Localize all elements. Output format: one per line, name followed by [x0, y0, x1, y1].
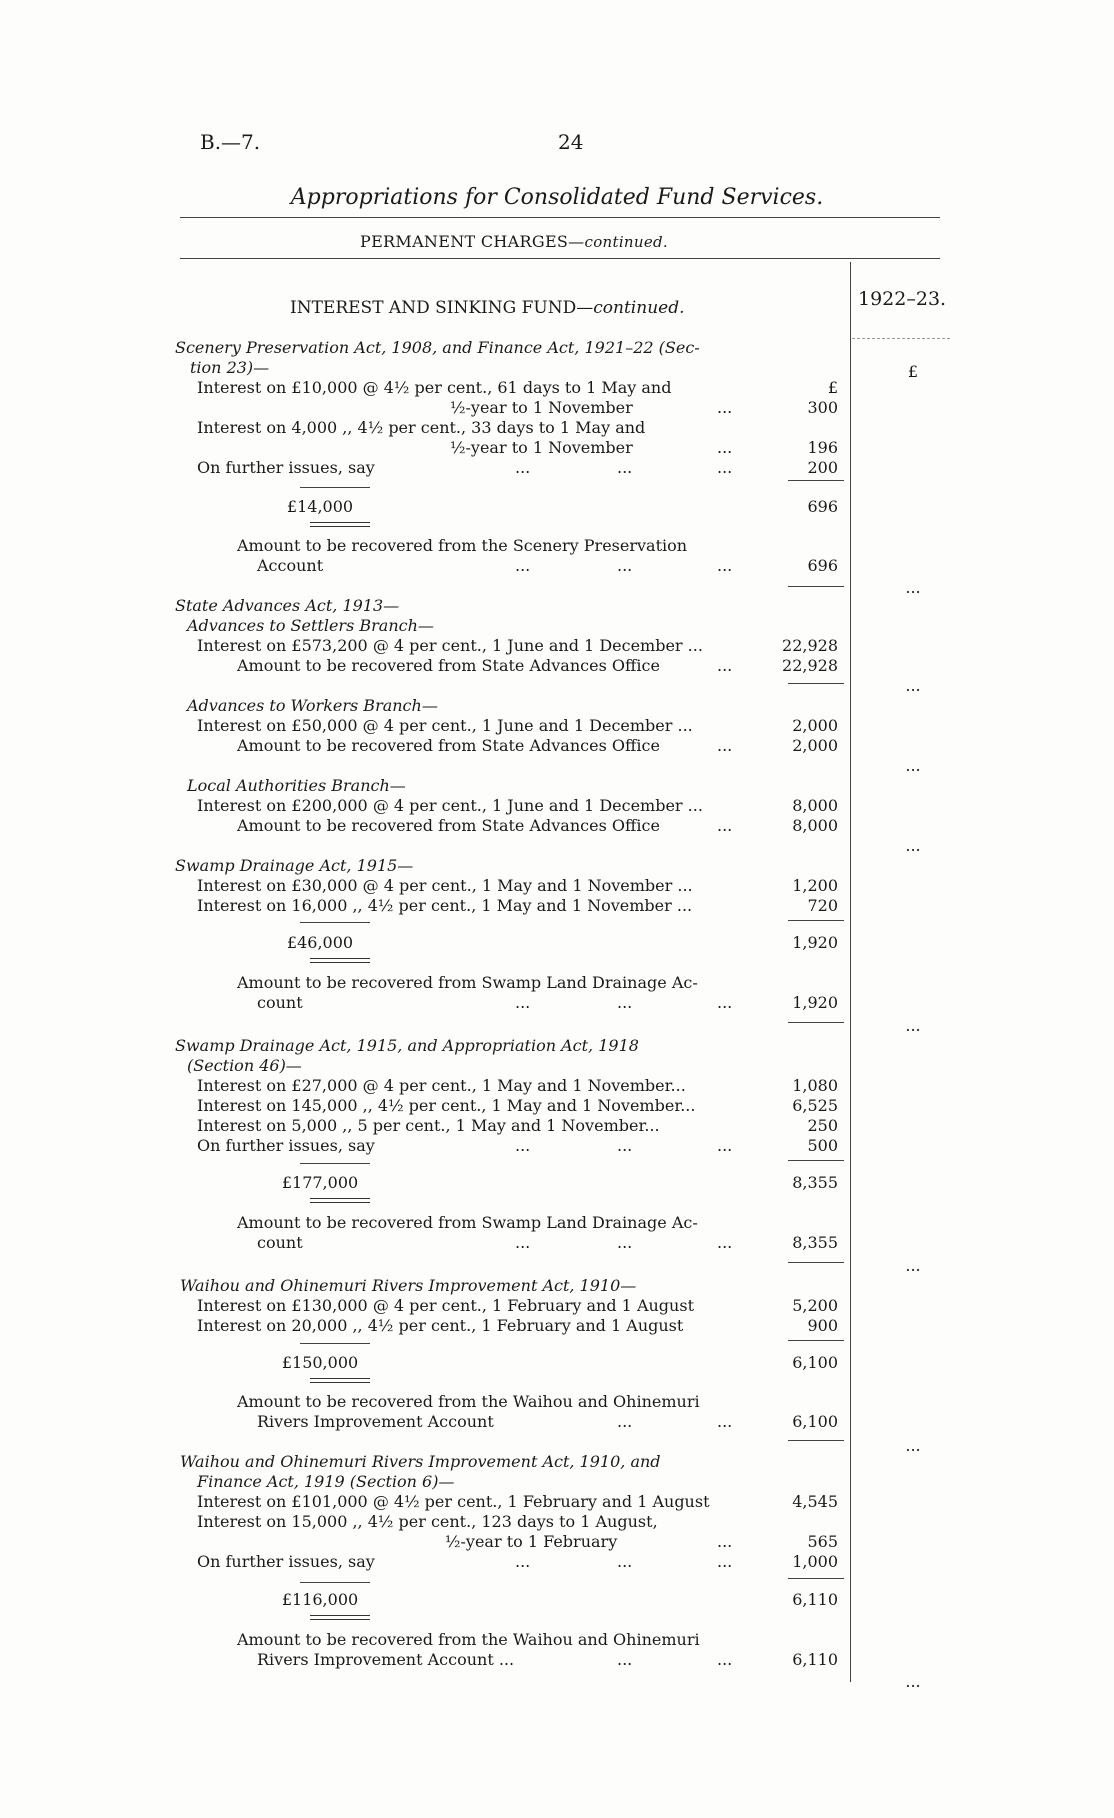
s4-line-4: On further issues, say [197, 1136, 375, 1155]
s4-line-1: Interest on £27,000 @ 4 per cent., 1 May and 1 November... [197, 1076, 686, 1095]
s6-1922-value: ... [905, 1672, 921, 1691]
s1-recovery-amount: 696 [807, 556, 838, 575]
s2-amount-2: 22,928 [782, 656, 838, 675]
leader-dots: ... [617, 458, 633, 477]
double-rule [310, 1198, 370, 1203]
s2-1922-value-3: ... [905, 836, 921, 855]
leader-dots: ... [617, 1412, 633, 1431]
s5-amount-1: 5,200 [792, 1296, 838, 1315]
leader-dots: ... [717, 736, 733, 755]
s3-total-principal: £46,000 [286, 933, 354, 952]
s2-title: State Advances Act, 1913— [175, 596, 400, 615]
double-rule [310, 522, 370, 527]
s2-amount-4: 2,000 [792, 736, 838, 755]
s4-amount-3: 250 [807, 1116, 838, 1135]
s4-amount-1: 1,080 [792, 1076, 838, 1095]
leader-dots: ... [717, 1532, 733, 1551]
s4-recovery-cont: count [257, 1233, 303, 1252]
page-number: 24 [558, 130, 584, 154]
s3-1922-value: ... [905, 1016, 921, 1035]
leader-dots: ... [515, 556, 531, 575]
s3-title: Swamp Drainage Act, 1915— [175, 856, 414, 875]
s6-recovery: Amount to be recovered from the Waihou and Ohinemuri [237, 1630, 700, 1649]
s6-line-3: ½-year to 1 February [445, 1532, 618, 1551]
s4-title: Swamp Drainage Act, 1915, and Appropriation Act, 1918 [175, 1036, 639, 1055]
s3-recovery-amount: 1,920 [792, 993, 838, 1012]
s3-amount-1: 1,200 [792, 876, 838, 895]
s6-line-2: Interest on 15,000 ,, 4½ per cent., 123 days to 1 August, [197, 1512, 658, 1531]
s1-1922-value: ... [905, 578, 921, 597]
s5-recovery: Amount to be recovered from the Waihou and Ohinemuri [237, 1392, 700, 1411]
leader-dots: ... [717, 656, 733, 675]
total-rule [300, 487, 370, 488]
s1-total-amount: 696 [807, 497, 838, 516]
leader-dots: ... [717, 398, 733, 417]
s6-total-principal: £116,000 [281, 1590, 359, 1609]
page-title: Appropriations for Consolidated Fund Services. [290, 185, 824, 210]
s1-recovery: Amount to be recovered from the Scenery Preservation [237, 536, 688, 555]
s4-line-3: Interest on 5,000 ,, 5 per cent., 1 May and 1 November... [197, 1116, 660, 1135]
s2-amount-3: 2,000 [792, 716, 838, 735]
s1-recovery-cont: Account [257, 556, 324, 575]
section-heading: INTEREST AND SINKING FUND—continued. [290, 298, 685, 318]
double-rule [310, 1378, 370, 1383]
amount-rule [788, 480, 844, 481]
s4-total-principal: £177,000 [281, 1173, 359, 1192]
s2-line-5: Interest on £200,000 @ 4 per cent., 1 June and 1 December ... [197, 796, 703, 815]
amount-rule [788, 586, 844, 587]
s1-title-cont: tion 23)— [190, 358, 270, 377]
s2-1922-value-2: ... [905, 756, 921, 775]
s5-title: Waihou and Ohinemuri Rivers Improvement Act, 1910— [180, 1276, 637, 1295]
s1-line-5: On further issues, say [197, 458, 375, 477]
s5-line-1: Interest on £130,000 @ 4 per cent., 1 February and 1 August [197, 1296, 694, 1315]
s6-total-amount: 6,110 [792, 1590, 838, 1609]
s1-total-principal: £14,000 [286, 497, 354, 516]
s2-1922-value-1: ... [905, 676, 921, 695]
amount-rule [788, 1160, 844, 1161]
leader-dots: ... [617, 1233, 633, 1252]
amount-rule [788, 1022, 844, 1023]
s4-amount-2: 6,525 [792, 1096, 838, 1115]
s1-line-2: ½-year to 1 November [450, 398, 633, 417]
leader-dots: ... [617, 1552, 633, 1571]
leader-dots: ... [717, 1552, 733, 1571]
leader-dots: ... [717, 1233, 733, 1252]
s4-recovery: Amount to be recovered from Swamp Land Drainage Ac- [237, 1213, 698, 1232]
s6-title: Waihou and Ohinemuri Rivers Improvement Act, 1910, and [180, 1452, 661, 1471]
s1-line-3: Interest on 4,000 ,, 4½ per cent., 33 days to 1 May and [197, 418, 646, 437]
leader-dots: ... [717, 993, 733, 1012]
s4-amount-4: 500 [807, 1136, 838, 1155]
s6-line-1: Interest on £101,000 @ 4½ per cent., 1 February and 1 August [197, 1492, 710, 1511]
s2-sub-workers: Advances to Workers Branch— [187, 696, 438, 715]
amount-rule [788, 920, 844, 921]
s2-line-4: Amount to be recovered from State Advances Office [237, 736, 660, 755]
s5-1922-value: ... [905, 1436, 921, 1455]
section-subtitle: PERMANENT CHARGES—continued. [360, 232, 668, 251]
leader-dots: ... [515, 1136, 531, 1155]
s6-amount-2: 565 [807, 1532, 838, 1551]
leader-dots: ... [617, 993, 633, 1012]
s5-amount-2: 900 [807, 1316, 838, 1335]
year-header: 1922–23. [858, 288, 947, 310]
s2-line-2: Amount to be recovered from State Advances Office [237, 656, 660, 675]
column-divider [850, 262, 851, 1682]
s4-1922-value: ... [905, 1256, 921, 1275]
leader-dots: ... [515, 1233, 531, 1252]
total-rule [300, 1343, 370, 1344]
leader-dots: ... [515, 458, 531, 477]
s2-sub-local: Local Authorities Branch— [187, 776, 406, 795]
leader-dots: ... [717, 1650, 733, 1669]
s1-amount-2: 196 [807, 438, 838, 457]
leader-dots: ... [717, 438, 733, 457]
s1-title: Scenery Preservation Act, 1908, and Finance Act, 1921–22 (Sec- [175, 338, 700, 357]
amount-rule [788, 1440, 844, 1441]
s1-line-1: Interest on £10,000 @ 4½ per cent., 61 days to 1 May and [197, 378, 672, 397]
s5-recovery-amount: 6,100 [792, 1412, 838, 1431]
s3-recovery-cont: count [257, 993, 303, 1012]
s4-title-cont: (Section 46)— [187, 1056, 302, 1075]
s2-amount-1: 22,928 [782, 636, 838, 655]
leader-dots: ... [515, 1552, 531, 1571]
leader-dots: ... [617, 1650, 633, 1669]
leader-dots: ... [717, 556, 733, 575]
s2-sub-settlers: Advances to Settlers Branch— [187, 616, 434, 635]
s4-recovery-amount: 8,355 [792, 1233, 838, 1252]
leader-dots: ... [617, 1136, 633, 1155]
currency-symbol: £ [827, 378, 838, 397]
s2-line-1: Interest on £573,200 @ 4 per cent., 1 June and 1 December ... [197, 636, 703, 655]
double-rule [310, 958, 370, 963]
leader-dots: ... [717, 1136, 733, 1155]
year-header-rule [852, 338, 950, 339]
total-rule [300, 922, 370, 923]
total-rule [300, 1163, 370, 1164]
amount-rule [788, 1578, 844, 1579]
s6-amount-3: 1,000 [792, 1552, 838, 1571]
s6-line-4: On further issues, say [197, 1552, 375, 1571]
leader-dots: ... [515, 993, 531, 1012]
s2-line-6: Amount to be recovered from State Advances Office [237, 816, 660, 835]
s1-amount-3: 200 [807, 458, 838, 477]
s3-line-2: Interest on 16,000 ,, 4½ per cent., 1 May and 1 November ... [197, 896, 693, 915]
s6-amount-1: 4,545 [792, 1492, 838, 1511]
total-rule [300, 1582, 370, 1583]
amount-rule [788, 1262, 844, 1263]
s5-recovery-cont: Rivers Improvement Account [257, 1412, 494, 1431]
s5-line-2: Interest on 20,000 ,, 4½ per cent., 1 February and 1 August [197, 1316, 684, 1335]
s3-recovery: Amount to be recovered from Swamp Land Drainage Ac- [237, 973, 698, 992]
s1-line-4: ½-year to 1 November [450, 438, 633, 457]
s4-total-amount: 8,355 [792, 1173, 838, 1192]
s6-recovery-cont: Rivers Improvement Account ... [257, 1650, 515, 1669]
leader-dots: ... [717, 458, 733, 477]
s3-line-1: Interest on £30,000 @ 4 per cent., 1 May and 1 November ... [197, 876, 693, 895]
amount-rule [788, 1340, 844, 1341]
title-rule [180, 217, 940, 218]
double-rule [310, 1615, 370, 1620]
s2-line-3: Interest on £50,000 @ 4 per cent., 1 June and 1 December ... [197, 716, 693, 735]
s1-amount-1: 300 [807, 398, 838, 417]
leader-dots: ... [617, 556, 633, 575]
s5-total-principal: £150,000 [281, 1353, 359, 1372]
s4-line-2: Interest on 145,000 ,, 4½ per cent., 1 May and 1 November... [197, 1096, 696, 1115]
s6-recovery-amount: 6,110 [792, 1650, 838, 1669]
currency-symbol-1922: £ [907, 362, 919, 381]
s2-amount-5: 8,000 [792, 796, 838, 815]
s3-total-amount: 1,920 [792, 933, 838, 952]
amount-rule [788, 683, 844, 684]
s5-total-amount: 6,100 [792, 1353, 838, 1372]
document-reference: B.—7. [200, 130, 261, 154]
leader-dots: ... [717, 1412, 733, 1431]
subtitle-rule [180, 258, 940, 259]
s6-title-cont: Finance Act, 1919 (Section 6)— [197, 1472, 455, 1491]
s3-amount-2: 720 [807, 896, 838, 915]
leader-dots: ... [717, 816, 733, 835]
s2-amount-6: 8,000 [792, 816, 838, 835]
